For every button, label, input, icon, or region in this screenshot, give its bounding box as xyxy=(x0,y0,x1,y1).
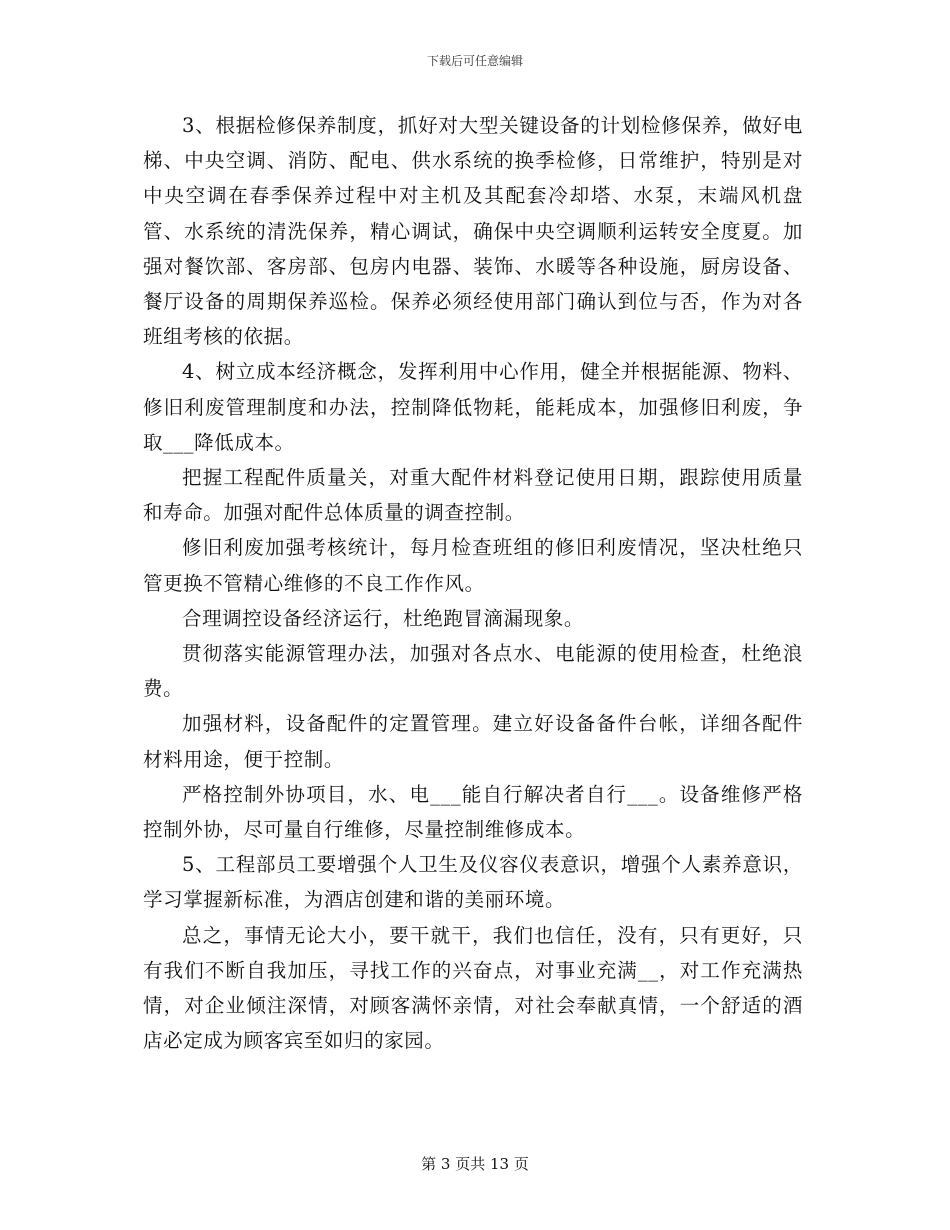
page-header: 下载后可任意编辑 xyxy=(426,54,523,68)
paragraph-item-3: 3、根据检修保养制度，抓好对大型关键设备的计划检修保养，做好电梯、中央空调、消防、配电、供水系统的换季检修，日常维护，特别是对中央空调在春季保养过程中对主机及其配套冷却塔、水泵，末端风机盘管、水系统的清洗保养，精心调试，确保中央空调顺利运转安全度夏。加强对餐饮部、客房部、包房内电器、装饰、水暖等各种设施，厨房设备、餐厅设备的周期保养巡检。保养必须经使用部门确认到位与否，作为对各班组考核的依据。 xyxy=(143,114,803,349)
paragraph-conclusion: 总之，事情无论大小，要干就干，我们也信任，没有，只有更好，只有我们不断自我加压，寻找工作的兴奋点，对事业充满__，对工作充满热情，对企业倾注深情，对顾客满怀亲情，对社会奉献真情，一个舒适的酒店必定成为顾客宾至如归的家园。 xyxy=(143,923,803,1053)
paragraph-parts-quality: 把握工程配件质量关，对重大配件材料登记使用日期，跟踪使用质量和寿命。加强对配件总体质量的调查控制。 xyxy=(143,466,803,525)
paragraph-outsourcing-control: 严格控制外协项目，水、电___能自行解决者自行___。设备维修严格控制外协，尽可量自行维修，尽量控制维修成本。 xyxy=(143,782,803,842)
paragraph-item-4: 4、树立成本经济概念，发挥利用中心作用，健全并根据能源、物料、修旧利废管理制度和办法，控制降低物耗，能耗成本，加强修旧利废，争取___降低成本。 xyxy=(143,360,803,454)
paragraph-equipment-operation: 合理调控设备经济运行，杜绝跑冒滴漏现象。 xyxy=(182,606,585,630)
paragraph-energy-management: 贯彻落实能源管理办法，加强对各点水、电能源的使用检查，杜绝浪费。 xyxy=(143,642,803,701)
paragraph-materials-management: 加强材料，设备配件的定置管理。建立好设备备件台帐，详细各配件材料用途，便于控制。 xyxy=(143,712,803,771)
paragraph-item-5: 5、工程部员工要增强个人卫生及仪容仪表意识，增强个人素养意识，学习掌握新标准，为酒店创建和谐的美丽环境。 xyxy=(143,853,803,912)
document-body xyxy=(143,108,803,1058)
page-number: 第 3 页共 13 页 xyxy=(421,1155,529,1173)
paragraph-repair-reuse: 修旧利废加强考核统计，每月检查班组的修旧利废情况，坚决杜绝只管更换不管精心维修的不良工作作风。 xyxy=(143,536,803,595)
